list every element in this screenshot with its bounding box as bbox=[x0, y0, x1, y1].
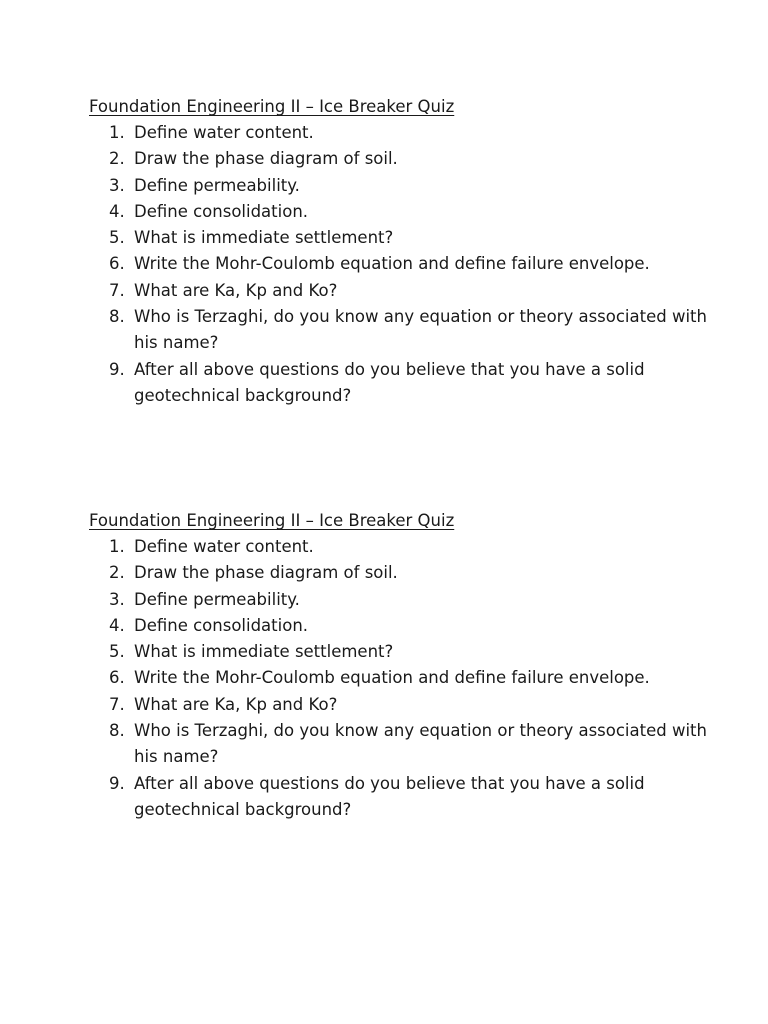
quiz-section-1 bbox=[89, 94, 709, 409]
question-item bbox=[89, 304, 709, 357]
question-item bbox=[89, 199, 709, 225]
question-item bbox=[89, 587, 709, 613]
question-item bbox=[89, 357, 709, 410]
question-number: 3. bbox=[109, 589, 125, 609]
question-list bbox=[89, 534, 709, 823]
question-text: What is immediate settlement? bbox=[134, 228, 394, 248]
question-number: 6. bbox=[109, 254, 125, 274]
question-number: 2. bbox=[109, 149, 125, 169]
question-item bbox=[89, 173, 709, 199]
question-number: 6. bbox=[109, 668, 125, 688]
quiz-section-2 bbox=[89, 508, 709, 823]
question-number: 4. bbox=[109, 201, 125, 221]
question-text: Write the Mohr-Coulomb equation and define failure envelope. bbox=[134, 668, 650, 688]
question-text: Who is Terzaghi, do you know any equation or theory associated with his name? bbox=[134, 721, 707, 767]
question-text: Define permeability. bbox=[134, 589, 300, 609]
question-item bbox=[89, 225, 709, 251]
question-text: Define consolidation. bbox=[134, 201, 309, 221]
question-text: Define water content. bbox=[134, 537, 314, 556]
question-text: Who is Terzaghi, do you know any equation or theory associated with his name? bbox=[134, 307, 707, 353]
question-text: Draw the phase diagram of soil. bbox=[134, 149, 398, 169]
question-item bbox=[89, 613, 709, 639]
question-item bbox=[89, 692, 709, 718]
question-text: After all above questions do you believe that you have a solid geotechnical background? bbox=[134, 359, 645, 405]
question-text: After all above questions do you believe that you have a solid geotechnical background? bbox=[134, 773, 645, 819]
question-number: 7. bbox=[109, 280, 125, 300]
question-number: 3. bbox=[109, 175, 125, 195]
question-number: 9. bbox=[109, 773, 125, 793]
quiz-title: Foundation Engineering II – Ice Breaker Quiz bbox=[89, 97, 455, 116]
question-number: 1. bbox=[109, 537, 125, 556]
question-item bbox=[89, 771, 709, 824]
question-item bbox=[89, 639, 709, 665]
question-number: 8. bbox=[109, 721, 125, 741]
quiz-title: Foundation Engineering II – Ice Breaker Quiz bbox=[89, 511, 455, 530]
question-item bbox=[89, 665, 709, 691]
question-item bbox=[89, 534, 709, 560]
question-number: 5. bbox=[109, 642, 125, 662]
question-number: 2. bbox=[109, 563, 125, 583]
question-text: Define water content. bbox=[134, 123, 314, 142]
question-text: Draw the phase diagram of soil. bbox=[134, 563, 398, 583]
question-text: What is immediate settlement? bbox=[134, 642, 394, 662]
question-number: 4. bbox=[109, 615, 125, 635]
question-text: Define consolidation. bbox=[134, 615, 309, 635]
question-item bbox=[89, 146, 709, 172]
question-text: Write the Mohr-Coulomb equation and define failure envelope. bbox=[134, 254, 650, 274]
question-list bbox=[89, 120, 709, 409]
question-number: 7. bbox=[109, 694, 125, 714]
question-number: 5. bbox=[109, 228, 125, 248]
question-number: 1. bbox=[109, 123, 125, 142]
question-item bbox=[89, 718, 709, 771]
question-item bbox=[89, 560, 709, 586]
question-text: What are Ka, Kp and Ko? bbox=[134, 694, 338, 714]
question-item bbox=[89, 251, 709, 277]
question-text: Define permeability. bbox=[134, 175, 300, 195]
question-item bbox=[89, 278, 709, 304]
question-number: 8. bbox=[109, 307, 125, 327]
question-text: What are Ka, Kp and Ko? bbox=[134, 280, 338, 300]
question-number: 9. bbox=[109, 359, 125, 379]
question-item bbox=[89, 120, 709, 146]
